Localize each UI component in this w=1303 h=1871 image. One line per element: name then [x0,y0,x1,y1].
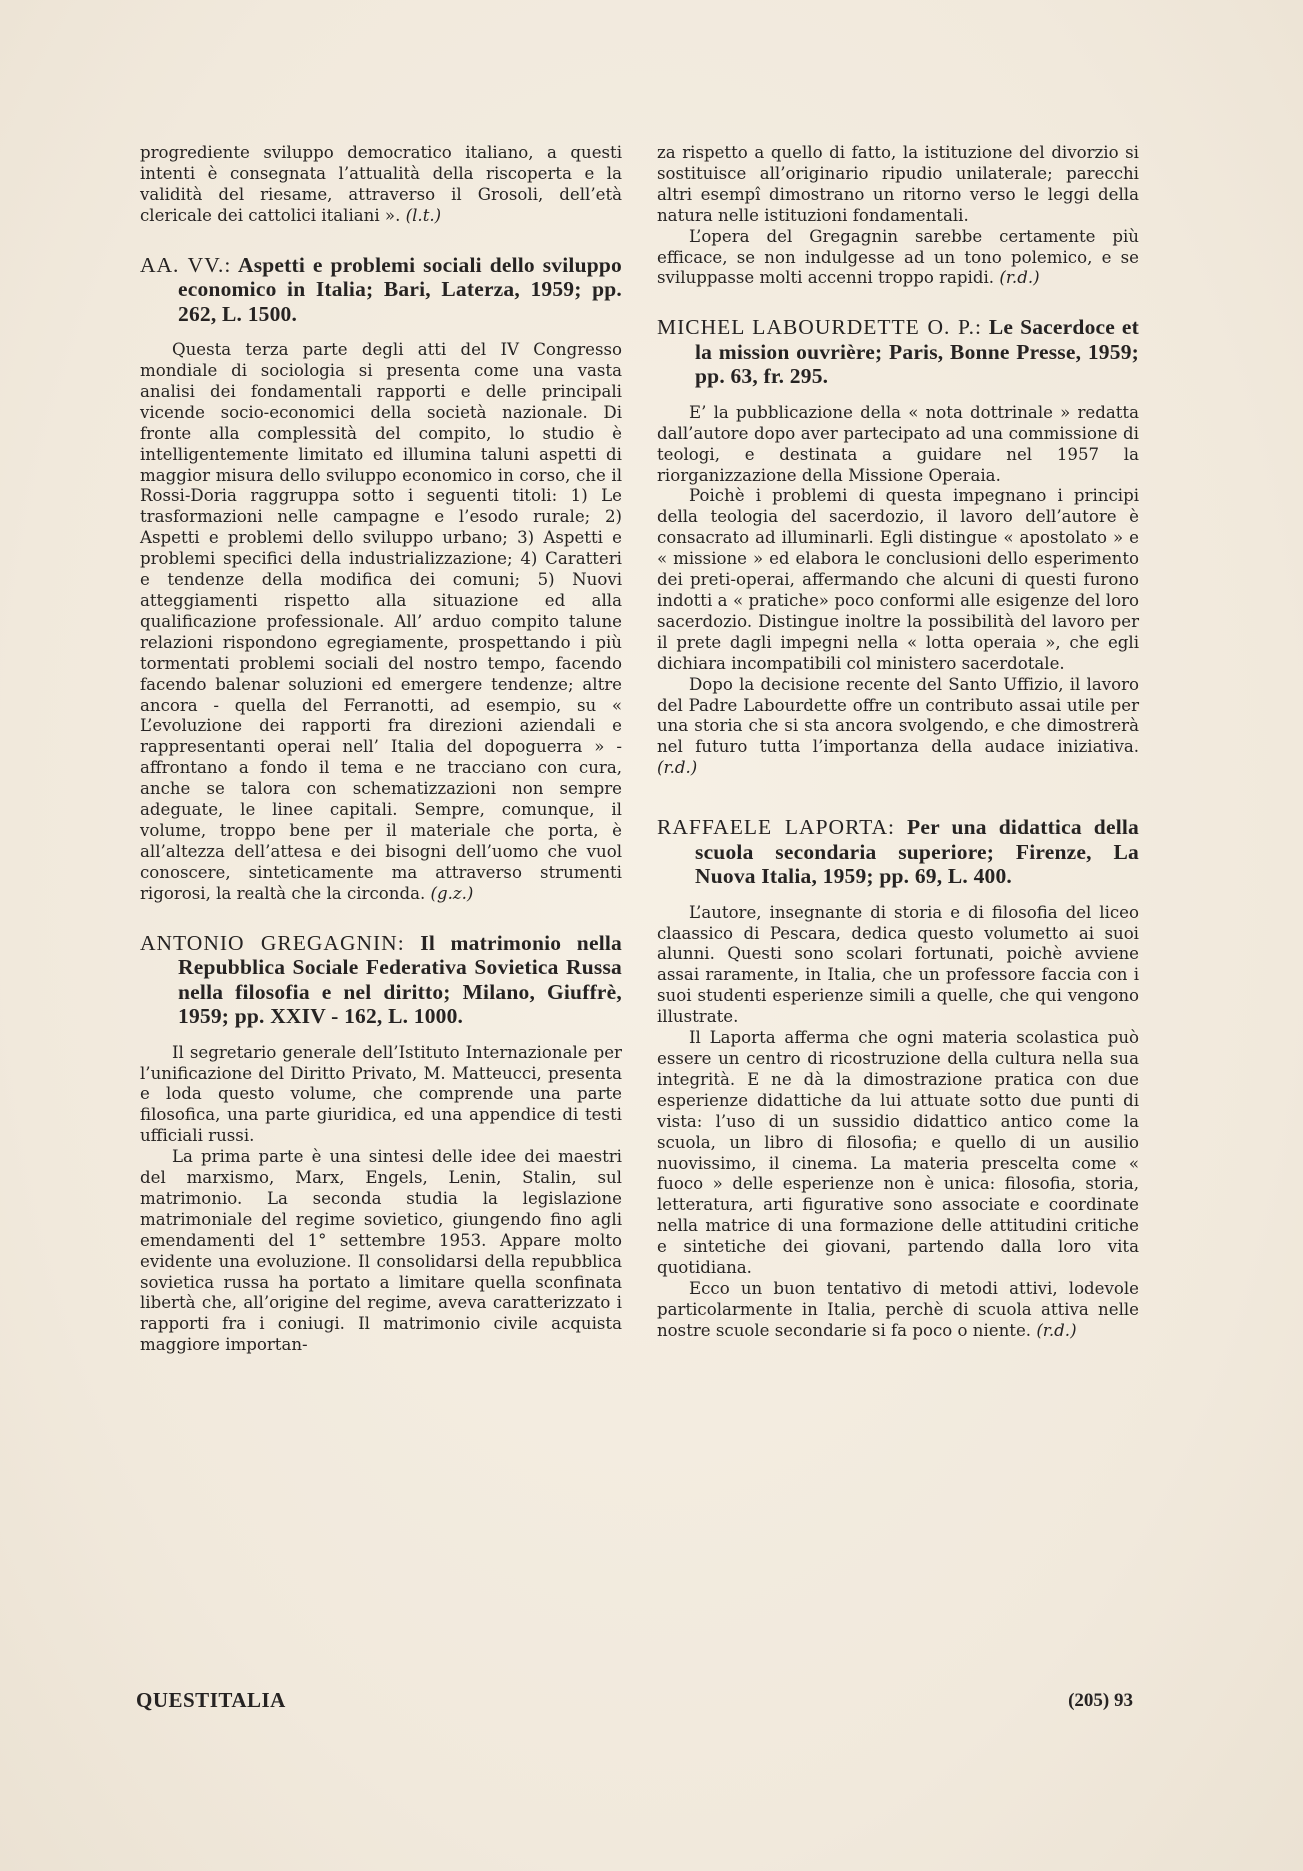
review-body: Poichè i problemi di questa impegnano i principi della teologia del sacerdozio, il lavoro dell’autore è consacrato ad illuminarli. Egli distingue « apostolato » e « missione » ed elabora le conclusioni dello esperimento dei preti-operai, affermando che alcuni di questi furono indotti a « pratiche» poco conformi alle esigenze del loro sacerdozio. Distingue inoltre la possibilità del lavoro per il prete dagli impegni nella « lotta operaia », che egli dichiara incompatibili col ministero sacerdotale. [657,486,1139,673]
signature: (r.d.) [999,268,1040,288]
continued-paragraph: za rispetto a quello di fatto, la istituzione del divorzio si sostituisce all’originario ripudio unilaterale; parecchi altri esempî dimostrano un ritorno verso le leggi della natura nelle istituzioni fondamentali. [657,143,1139,225]
review-body: Dopo la decisione recente del Santo Uffizio, il lavoro del Padre Labourdette offre un contributo assai utile per una storia che si sta ancora svolgendo, e che dimostrerà nel futuro tutta l’importanza della audace iniziativa. (r.d.) [657,674,1139,778]
review-author: AA. VV.: [140,252,232,277]
right-column [657,143,1139,1342]
review-body: La prima parte è una sintesi delle idee dei maestri del marxismo, Marx, Engels, Lenin, Stalin, sul matrimonio. La seconda studia la legislazione matrimoniale del regime sovietico, giungendo fino agli emendamenti del 1° settembre 1953. Appare molto evidente una evoluzione. Il consolidarsi della repubblica sovietica russa ha portato a limitare quella sconfinata libertà che, all’origine del regime, aveva caratterizzato i rapporti fra i coniugi. Il matrimonio civile acquista maggiore importan- [140,1147,622,1355]
review-body: Ecco un buon tentativo di metodi attivi, lodevole particolarmente in Italia, perchè di scuola attiva nelle nostre scuole secondarie si fa poco o niente. (r.d.) [657,1278,1139,1340]
signature: (r.d.) [657,758,698,778]
review-body: Questa terza parte degli atti del IV Congresso mondiale di sociologia si presenta come una vasta analisi dei fondamentali rapporti e delle principali vicende socio-economici della società nazionale. Di fronte alla complessità del compito, lo studio è intelligentemente limitato ed illumina taluni aspetti di maggior misura dello sviluppo economico in corso, che il Rossi-Doria raggruppa sotto i seguenti titoli: 1) Le trasformazioni nelle campagne e l’esodo rurale; 2) Aspetti e problemi dello sviluppo urbano; 3) Aspetti e problemi specifici della industrializzazione; 4) Caratteri e tendenze della modifica dei comuni; 5) Nuovi atteggiamenti rispetto alla situazione ed alla qualificazione professionale. All’ arduo compito talune relazioni rispondono egregiamente, prospettando i più tormentati problemi sociali del nostro tempo, facendo facendo balenar soluzioni ed emergere tendenze; altre ancora - quella del Ferranotti, ad esempio, su « L’evoluzione dei rapporti fra direzioni aziendali e rappresentanti operai nell’ Italia del dopoguerra » - affrontano a fondo il tema e ne tracciano con cura, anche se talora con schematizzazioni non sempre adeguate, le linee capitali. Sempre, comunque, il volume, troppo bene per il materiale che porta, è all’altezza dell’attesa e dei bisogni dell’uomo che vuol conoscere, sinteticamente ma attraverso strumenti rigorosi, la realtà che la circonda. (g.z.) [140,340,622,903]
review-heading [657,315,1139,389]
review-author: MICHEL LABOURDETTE O. P.: [657,315,982,340]
review-author: ANTONIO GREGAGNIN: [140,930,405,955]
review-heading [140,931,622,1029]
review-body: Il Laporta afferma che ogni materia scolastica può essere un centro di ricostruzione della cultura nella sua integrità. E ne dà la dimostrazione pratica con due esperienze didattiche da lui attuate sotto due punti di vista: l’uso di un sussidio didattico antico come la scuola, un libro di filosofia; e quello di un ausilio nuovissimo, il cinema. La materia prescelta come « fuoco » delle esperienze non è unica: filosofia, storia, letteratura, arti figurative sono associate e coordinate nella matrice di una formazione delle attitudini critiche e sintetiche dei giovani, partendo dalla loro vita quotidiana. [657,1028,1139,1278]
review-title: Il matrimonio nella Repubblica Sociale Federativa Sovietica Russa nella filosofia e nel diritto; Milano, Giuffrè, 1959; pp. XXIV - 162, L. 1000. [178,930,622,1029]
signature: (r.d.) [1036,1320,1077,1340]
review-heading [657,815,1139,889]
review-title: Per una didattica della scuola secondaria superiore; Firenze, La Nuova Italia, 1959; pp. 69, L. 400. [695,815,1139,889]
review-author: RAFFAELE LAPORTA: [657,815,896,840]
review-title: Aspetti e problemi sociali dello sviluppo economico in Italia; Bari, Laterza, 1959; pp. 262, L. 1500. [178,252,623,326]
review-body: L’opera del Gregagnin sarebbe certamente più efficace, se non indulgesse ad un tono polemico, e se sviluppasse molti accenni troppo rapidi. (r.d.) [657,226,1139,288]
intro-paragraph: progrediente sviluppo democratico italiano, a questi intenti è consegnata l’attualità della riscoperta e la validità del riesame, attraverso il Grosoli, dell’età clericale dei cattolici italiani ». (l.t.) [140,143,622,225]
signature: (g.z.) [430,883,474,903]
signature: (l.t.) [405,205,442,225]
left-column [140,143,622,1356]
review-body: L’autore, insegnante di storia e di filosofia del liceo claassico di Pescara, dedica questo volumetto ai suoi alunni. Questi sono scolari fortunati, poichè avviene assai raramente, in Italia, che un professore faccia con i suoi studenti esperienze simili a quelle, che qui vengono illustrate. [657,902,1139,1027]
review-body: Il segretario generale dell’Istituto Internazionale per l’unificazione del Diritto Privato, M. Matteucci, presenta e loda questo volume, che comprende una parte filosofica, una parte giuridica, ed una appendice di testi ufficiali russi. [140,1042,622,1146]
review-body: E’ la pubblicazione della « nota dottrinale » redatta dall’autore dopo aver partecipato ad una commissione di teologi, e destinata a guidare nel 1957 la riorganizzazione della Missione Operaia. [657,402,1139,485]
page-number: (205) 93 [1068,1690,1133,1711]
journal-name: QUESTITALIA [136,1688,286,1712]
review-heading [140,253,622,327]
review-title: Le Sacerdoce et la mission ouvrière; Paris, Bonne Presse, 1959; pp. 63, fr. 295. [695,315,1140,389]
